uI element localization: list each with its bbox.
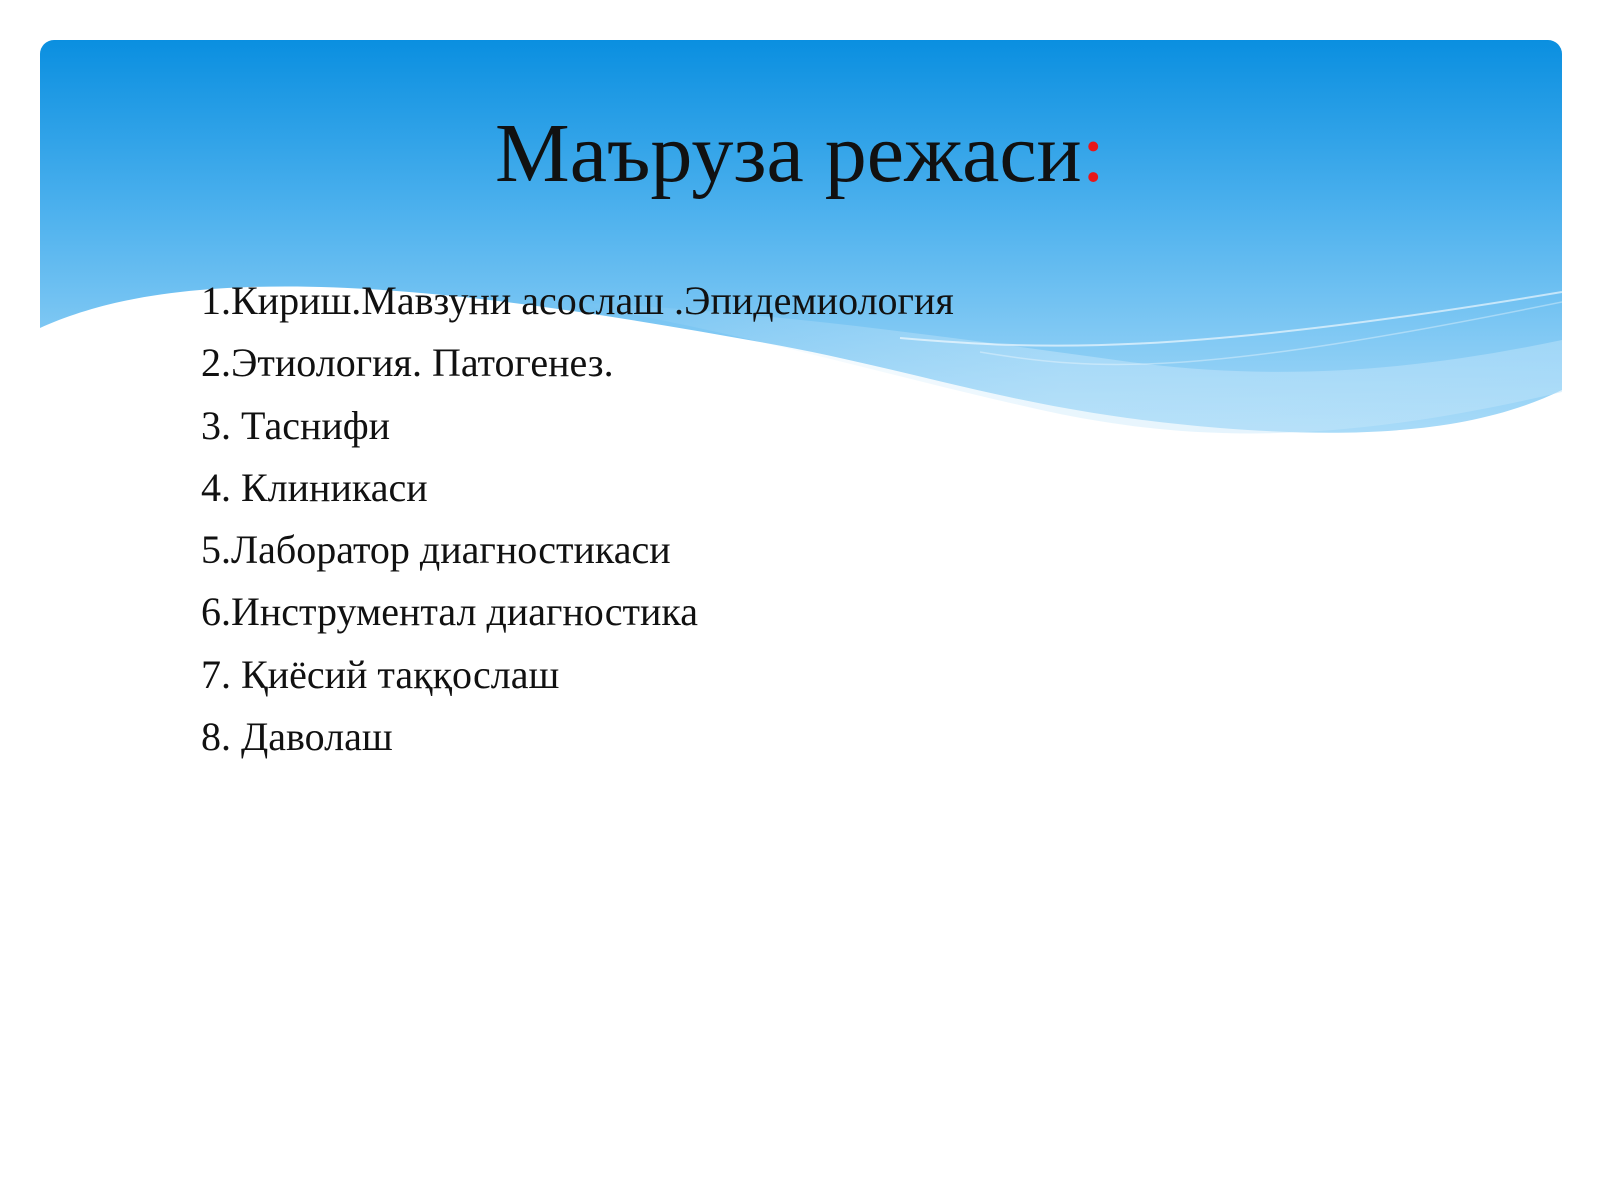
list-item: 6.Инструментал диагностика	[201, 589, 699, 635]
list-item: 1.Кириш.Мавзуни асослаш .Эпидемиология	[201, 278, 954, 323]
list-item: 8. Даволаш	[201, 714, 393, 760]
list-item: 2.Этиология. Патогенез.	[201, 340, 614, 386]
slide-title	[0, 104, 1600, 204]
list-item: 3. Таснифи	[201, 402, 391, 448]
list-item: 7. Қиёсий таққослаш	[201, 651, 560, 697]
lecture-plan-list	[201, 270, 954, 768]
list-item: 4. Клиникаси	[201, 464, 428, 510]
list-item: 5.Лаборатор диагностикаси	[201, 527, 671, 573]
slide-title-colon: :	[1081, 107, 1105, 200]
slide-title-text: Маъруза режаси	[495, 107, 1082, 200]
